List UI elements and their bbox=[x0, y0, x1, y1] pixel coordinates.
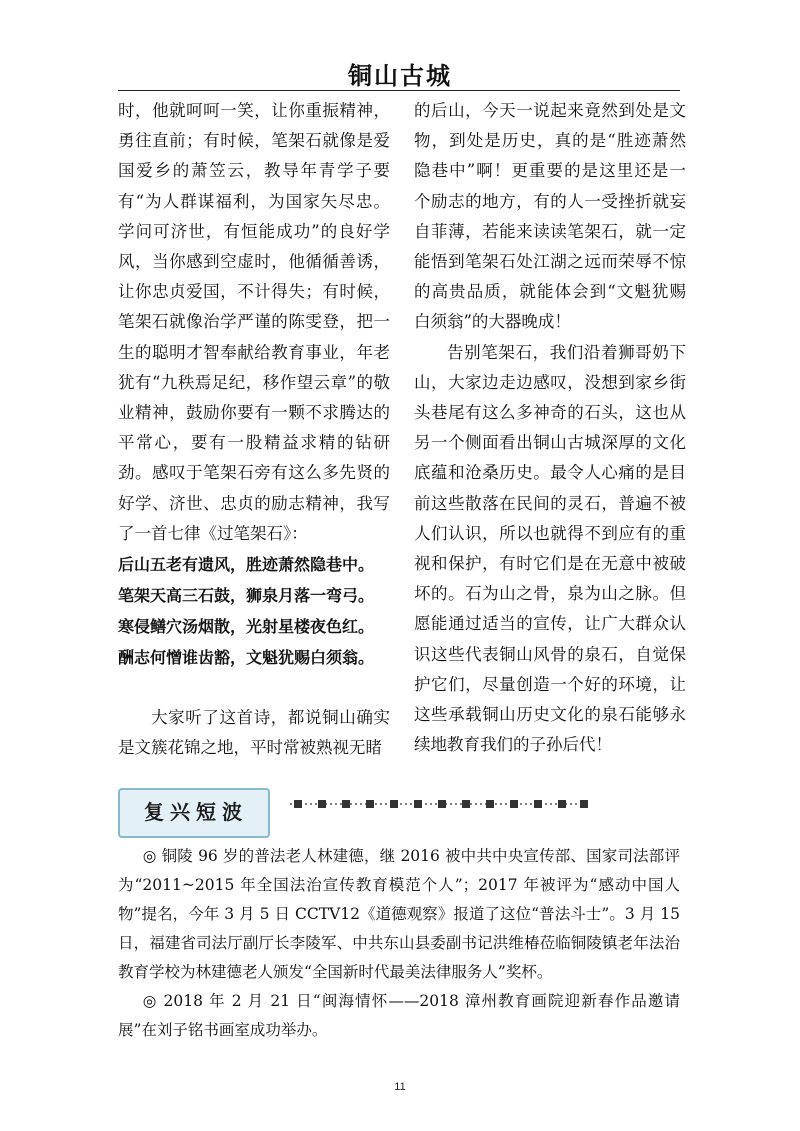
right-paragraph-2: 告别笔架石，我们沿着狮哥奶下山，大家边走边感叹，没想到家乡街头巷尾有这么多神奇的石头，这也从另一个侧面看出铜山古城深厚的文化底蕴和沧桑历史。最令人心痛的是目前这些散落在民间的灵石，普遍不被人们认识，所以也就得不到应有的重视和保护，有时它们是在无意中被破坏的。石为山之骨，泉为山之脉。但愿能通过适当的宣传，让广大群众认识这些代表铜山风骨的泉石，自觉保护它们，尽量创造一个好的环境，让这些承载铜山历史文化的泉石能够永续地教育我们的子孙后代！ bbox=[414, 342, 686, 755]
poem-line-3: 寒侵鳝穴汤烟散，光射星楼夜色红。 bbox=[118, 617, 375, 637]
poem-line-2: 笔架天高三石鼓，狮泉月落一弯弓。 bbox=[118, 586, 375, 606]
page-number: 11 bbox=[394, 1081, 406, 1093]
poem-line-1: 后山五老有遗风，胜迹萧然隐巷中。 bbox=[118, 555, 375, 575]
news-item-1: ◎ 铜陵 96 岁的普法老人林建德，继 2016 被中共中央宣传部、国家司法部评为“2011~2015 年全国法治宣传教育模范个人”；2017 年被评为“感动中国人物”提名，今年 3 月 5 日 CCTV12《道德观察》报道了这位“普法斗士”。3 月 15 日，福建省司法厅副厅长李陵军、中共东山县委副书记洪维椿莅临铜陵镇老年法治教育学校为林建德老人颁发“全国新时代最美法律服务人”奖杯。 bbox=[118, 847, 680, 981]
section-banner bbox=[118, 788, 270, 838]
right-paragraph-1: 的后山，今天一说起来竟然到处是文物，到处是历史，真的是“胜迹萧然隐巷中”啊！更重要的是这里还是一个励志的地方，有的人一受挫折就妄自菲薄，若能来读读笔架石，就一定能悟到笔架石处江湖之远而荣辱不惊的高贵品质，就能体会到“文魁犹赐白须翁”的大器晚成！ bbox=[414, 101, 686, 332]
left-paragraph-2: 大家听了这首诗，都说铜山确实是文簇花锦之地，平时常被熟视无睹 bbox=[118, 708, 390, 758]
spacer bbox=[118, 673, 390, 703]
header-title: 铜山古城 bbox=[348, 62, 452, 90]
left-paragraph-1: 时，他就呵呵一笑，让你重振精神，勇往直前；有时候，笔架石就像是爱国爱乡的萧笠云，教导年青学子要有“为人群谋福利，为国家矢尽忠。学问可济世，有恒能成功”的良好学风，当你感到空虚时，他循循善诱，让你忠贞爱国，不计得失；有时候，笔架石就像治学严谨的陈雯登，把一生的聪明才智奉献给教育事业，年老犹有“九秩焉足纪，移作望云章”的敬业精神，鼓励你要有一颗不求腾达的平常心，要有一股精益求精的钻研劲。感叹于笔架石旁有这么多先贤的好学、济世、忠贞的励志精神，我写了一首七律《过笔架石》： bbox=[118, 101, 390, 543]
right-column bbox=[414, 96, 686, 760]
poem-line-4: 酬志何憎谁齿豁，文魁犹赐白须翁。 bbox=[118, 648, 375, 668]
news-section bbox=[118, 842, 680, 1045]
decorative-chain-divider bbox=[290, 797, 590, 811]
section-title: 复兴短波 bbox=[144, 800, 248, 824]
header-rule bbox=[118, 90, 680, 91]
left-column bbox=[118, 96, 390, 763]
news-item-2: ◎ 2018 年 2 月 21 日“闽海情怀——2018 漳州教育画院迎新春作品邀请展”在刘子铭书画室成功举办。 bbox=[118, 992, 680, 1039]
